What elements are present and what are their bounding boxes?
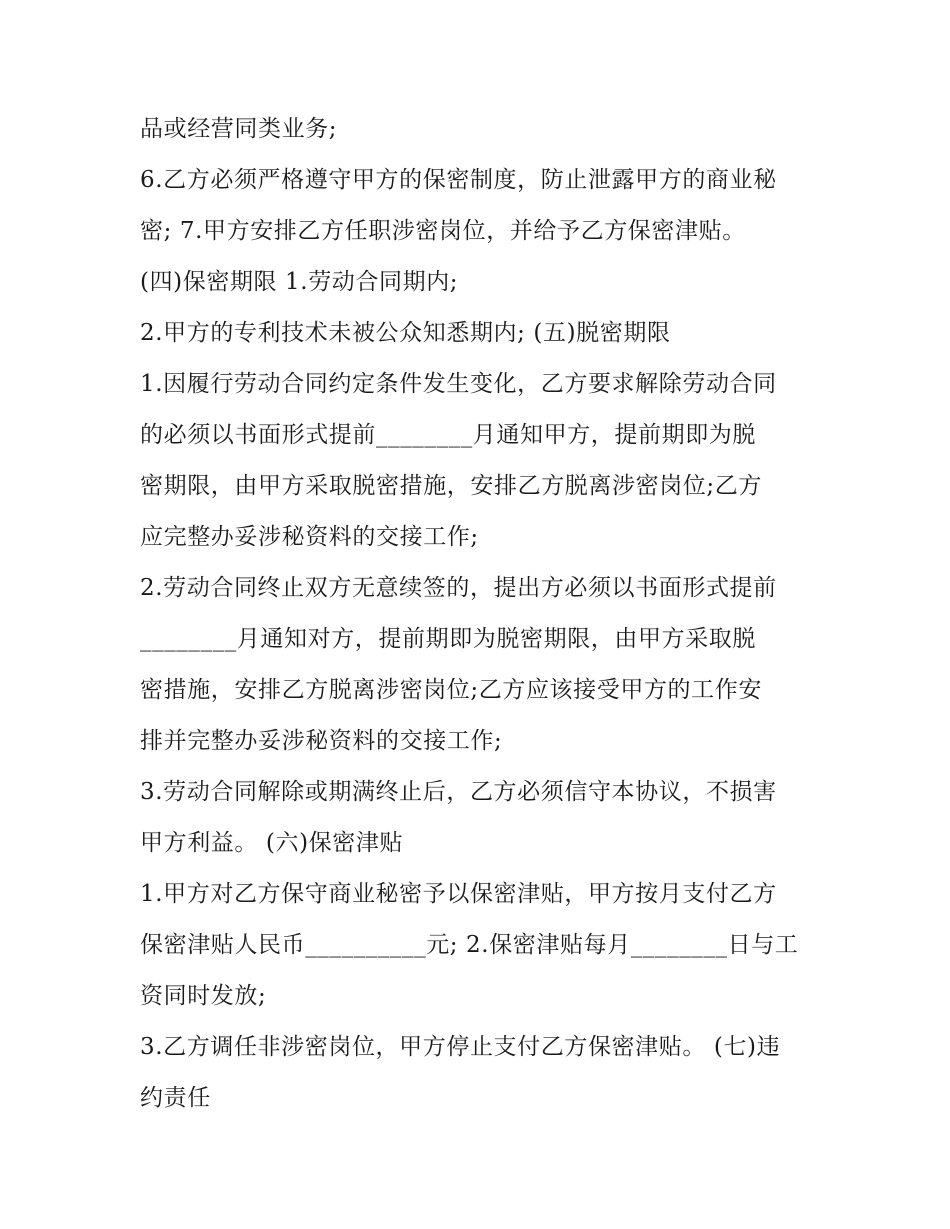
text-line: ________月通知对方，提前期即为脱密期限，由甲方采取脱 [140,626,756,652]
text-line: 2.劳动合同终止双方无意续签的，提出方必须以书面形式提前 [140,575,777,601]
text-line: 密; 7.甲方安排乙方任职涉密岗位，并给予乙方保密津贴。 [140,218,746,244]
text-line: 1.因履行劳动合同约定条件发生变化，乙方要求解除劳动合同 [140,371,777,397]
text-line: 2.甲方的专利技术未被公众知悉期内; (五)脱密期限 [140,320,671,346]
text-line: 3.乙方调任非涉密岗位，甲方停止支付乙方保密津贴。 (七)违 [140,1034,781,1060]
text-line: 排并完整办妥涉秘资料的交接工作; [140,728,503,754]
text-line: 1.甲方对乙方保守商业秘密予以保密津贴，甲方按月支付乙方 [140,881,777,907]
document-body [140,104,820,1124]
text-line: 资同时发放; [140,983,267,1009]
text-line: 6.乙方必须严格遵守甲方的保密制度，防止泄露甲方的商业秘 [140,167,777,193]
text-line: 保密津贴人民币__________元; 2.保密津贴每月________日与工 [140,932,799,958]
text-line: 的必须以书面形式提前________月通知甲方，提前期即为脱 [140,422,756,448]
text-line: 3.劳动合同解除或期满终止后，乙方必须信守本协议，不损害 [140,779,777,805]
text-line: 约责任 [140,1085,211,1111]
text-line: 密措施，安排乙方脱离涉密岗位;乙方应该接受甲方的工作安 [140,677,762,703]
text-line: 应完整办妥涉秘资料的交接工作; [140,524,479,550]
text-line: (四)保密期限 1.劳动合同期内; [140,269,459,295]
text-line: 品或经营同类业务; [140,116,338,142]
text-line: 密期限，由甲方采取脱密措施，安排乙方脱离涉密岗位;乙方 [140,473,762,499]
text-line: 甲方利益。 (六)保密津贴 [140,830,404,856]
